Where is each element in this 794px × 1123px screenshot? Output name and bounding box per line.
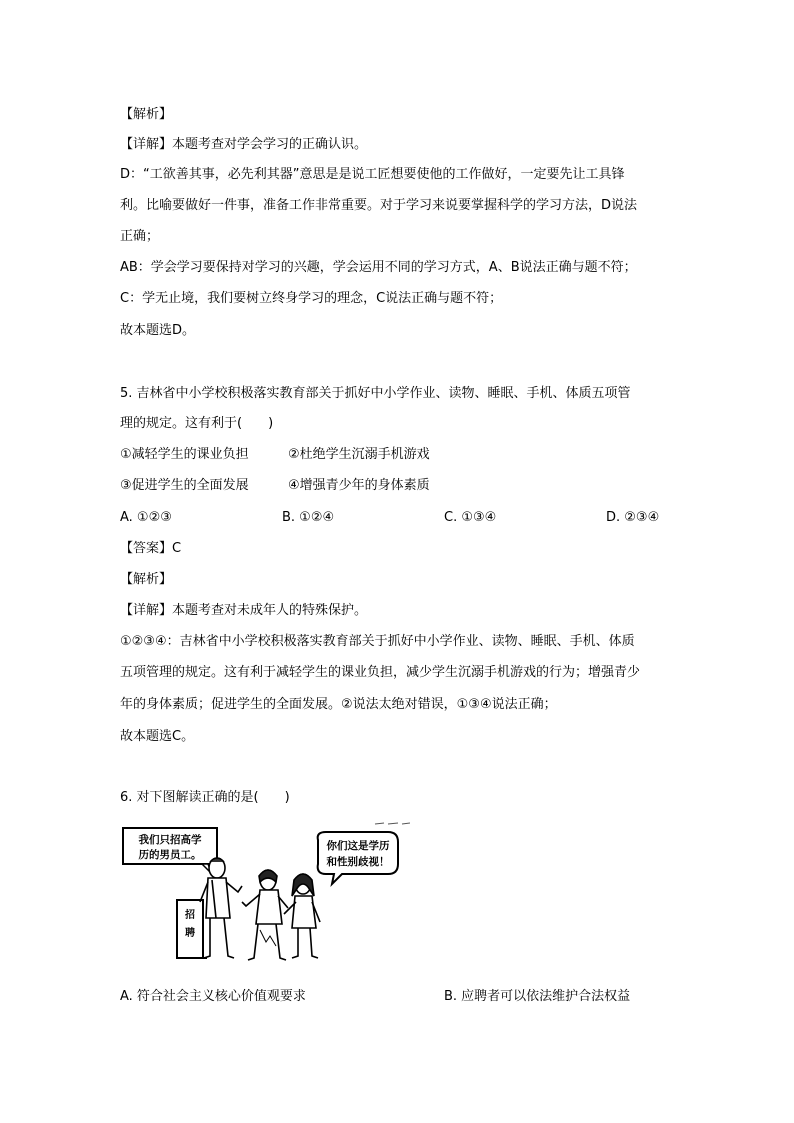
recruitment-sign	[177, 900, 207, 958]
q4-detail: 【详解】本题考查对学会学习的正确认识。	[120, 137, 368, 152]
applicant-figure-2	[284, 874, 320, 958]
q4-d-line3: 正确；	[120, 229, 160, 244]
q5-item2: ②杜绝学生沉溺手机游戏	[288, 447, 430, 462]
applicant-figure-1	[242, 870, 288, 960]
q4-analysis-header: 【解析】	[120, 107, 173, 122]
q6-option-b: B. 应聘者可以依法维护合法权益	[444, 989, 631, 1004]
q4-ab-line: AB：学会学习要保持对学习的兴趣，学会运用不同的学习方式，A、B说法正确与题不符；	[120, 260, 637, 275]
speech-bubble-right	[318, 832, 398, 884]
bubble-right-line2: 和性别歧视！	[326, 856, 390, 868]
q5-analysis-header: 【解析】	[120, 572, 173, 587]
bubble-left-line1: 我们只招高学	[138, 834, 202, 846]
q5-stem-line2: 理的规定。这有利于( )	[120, 416, 274, 431]
q4-c-line: C：学无止境，我们要树立终身学习的理念，C说法正确与题不符；	[120, 291, 503, 306]
q5-item3: ③促进学生的全面发展	[120, 478, 249, 493]
cartoon-illustration	[120, 818, 410, 968]
sign-char-2: 聘	[185, 928, 195, 939]
sign-char-1: 招	[185, 910, 195, 921]
q5-item4: ④增强青少年的身体素质	[288, 478, 430, 493]
q4-d-line2: 利。比喻要做好一件事，准备工作非常重要。对于学习来说要掌握科学的学习方法，D说法	[120, 198, 638, 213]
q5-option-c: C. ①③④	[444, 510, 497, 525]
recruiter-figure	[200, 858, 242, 958]
q6-option-a: A. 符合社会主义核心价值观要求	[120, 989, 306, 1004]
q5-stem-line1: 5. 吉林省中小学校积极落实教育部关于抓好中小学作业、读物、睡眠、手机、体质五项管	[120, 386, 631, 401]
q5-option-a: A. ①②③	[120, 510, 172, 525]
q5-conclusion: 故本题选C。	[120, 729, 195, 744]
q5-option-d: D. ②③④	[606, 510, 660, 525]
q5-exp-line2: 五项管理的规定。这有利于减轻学生的课业负担，减少学生沉溺手机游戏的行为；增强青少	[120, 665, 641, 680]
q4-conclusion: 故本题选D。	[120, 323, 196, 338]
q5-option-b: B. ①②④	[282, 510, 335, 525]
bubble-right-line1: 你们这是学历	[326, 840, 390, 852]
q6-stem: 6. 对下图解读正确的是( )	[120, 790, 290, 805]
q5-exp-line1: ①②③④：吉林省中小学校积极落实教育部关于抓好中小学作业、读物、睡眠、手机、体质	[120, 634, 635, 649]
speech-bubble-left	[123, 828, 217, 874]
q5-exp-line3: 年的身体素质；促进学生的全面发展。②说法太绝对错误，①③④说法正确；	[120, 697, 557, 712]
q5-item1: ①减轻学生的课业负担	[120, 447, 249, 462]
q4-d-line1: D：“工欲善其事，必先利其器”意思是是说工匠想要使他的工作做好，一定要先让工具锋	[120, 167, 625, 182]
q5-answer: 【答案】C	[120, 541, 182, 556]
q5-detail: 【详解】本题考查对未成年人的特殊保护。	[120, 603, 368, 618]
bubble-left-line2: 历的男员工。	[138, 849, 202, 861]
